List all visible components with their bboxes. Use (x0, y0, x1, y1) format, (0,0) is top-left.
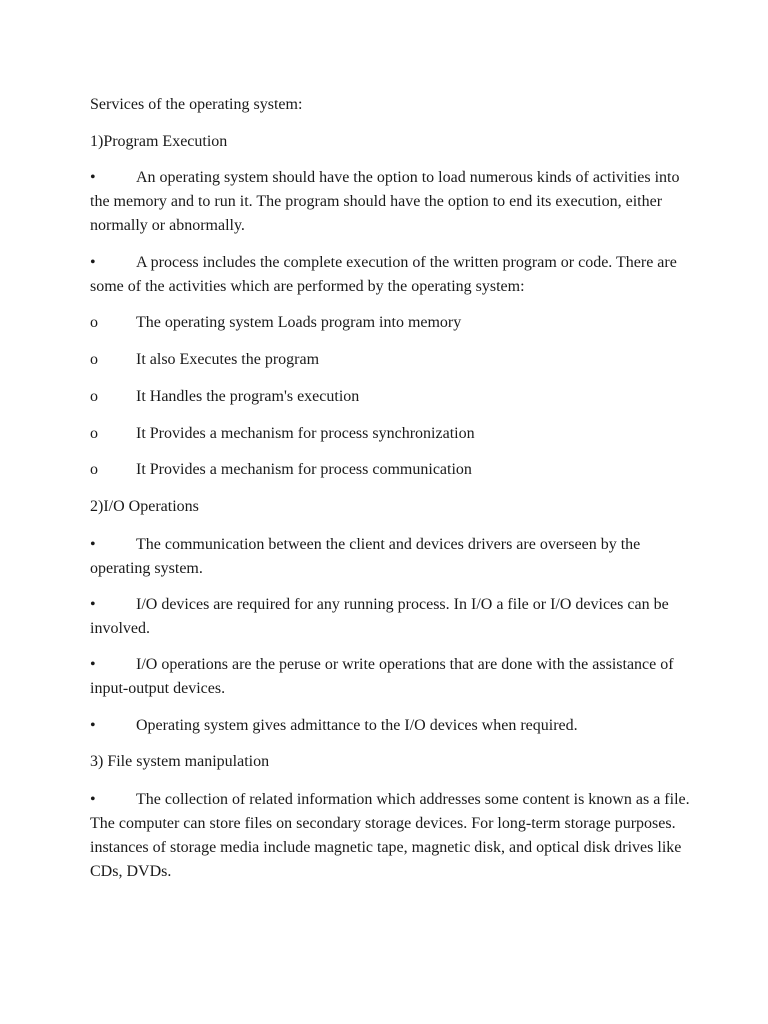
bullet-marker: • (90, 656, 96, 673)
bullet-text: The collection of related information which addresses some content is known as a file. The computer can store files on secondary storage devices. For long-term storage purposes. instances of storage media include magnetic tape, magnetic disk, and optical disk drives like CDs, DVDs. (90, 791, 690, 880)
bullet-marker: • (90, 169, 96, 186)
bullet-item (90, 533, 690, 581)
bullet-text: I/O devices are required for any running process. In I/O a file or I/O devices can be involved. (90, 596, 669, 637)
subitem-marker: o (90, 314, 98, 331)
bullet-marker: • (90, 596, 96, 613)
subitem-text: It Handles the program's execution (136, 388, 360, 405)
subitem (90, 311, 690, 335)
bullet-text: I/O operations are the peruse or write operations that are done with the assistance of input-output devices. (90, 656, 674, 697)
section-title-io-operations: 2)I/O Operations (90, 498, 199, 515)
bullet-item (90, 714, 690, 738)
subitem (90, 458, 690, 482)
subitem-text: It also Executes the program (136, 351, 320, 368)
bullet-item (90, 166, 690, 238)
bullet-text: A process includes the complete execution of the written program or code. There are some of the activities which are performed by the operating system: (90, 254, 677, 295)
bullet-text: Operating system gives admittance to the I/O devices when required. (136, 717, 578, 734)
bullet-item (90, 593, 690, 641)
subitem-text: The operating system Loads program into memory (136, 314, 462, 331)
section-title-program-execution: 1)Program Execution (90, 133, 228, 150)
bullet-marker: • (90, 717, 96, 734)
subitem (90, 348, 690, 372)
bullet-marker: • (90, 254, 96, 271)
bullet-marker: • (90, 536, 96, 553)
bullet-text: An operating system should have the option to load numerous kinds of activities into the memory and to run it. The program should have the option to end its execution, either normally or abnormally. (90, 169, 680, 234)
bullet-item (90, 653, 690, 701)
bullet-item (90, 251, 690, 299)
subitem-marker: o (90, 425, 98, 442)
subitem-text: It Provides a mechanism for process communication (136, 461, 472, 478)
subitem-text: It Provides a mechanism for process synchronization (136, 425, 475, 442)
subitem (90, 422, 690, 446)
section-title-file-system-manipulation: 3) File system manipulation (90, 753, 270, 770)
document-heading: Services of the operating system: (90, 96, 303, 113)
bullet-item (90, 788, 690, 884)
subitem-marker: o (90, 461, 98, 478)
subitem (90, 385, 690, 409)
subitem-marker: o (90, 351, 98, 368)
bullet-text: The communication between the client and devices drivers are overseen by the operating system. (90, 536, 641, 577)
subitem-marker: o (90, 388, 98, 405)
bullet-marker: • (90, 791, 96, 808)
